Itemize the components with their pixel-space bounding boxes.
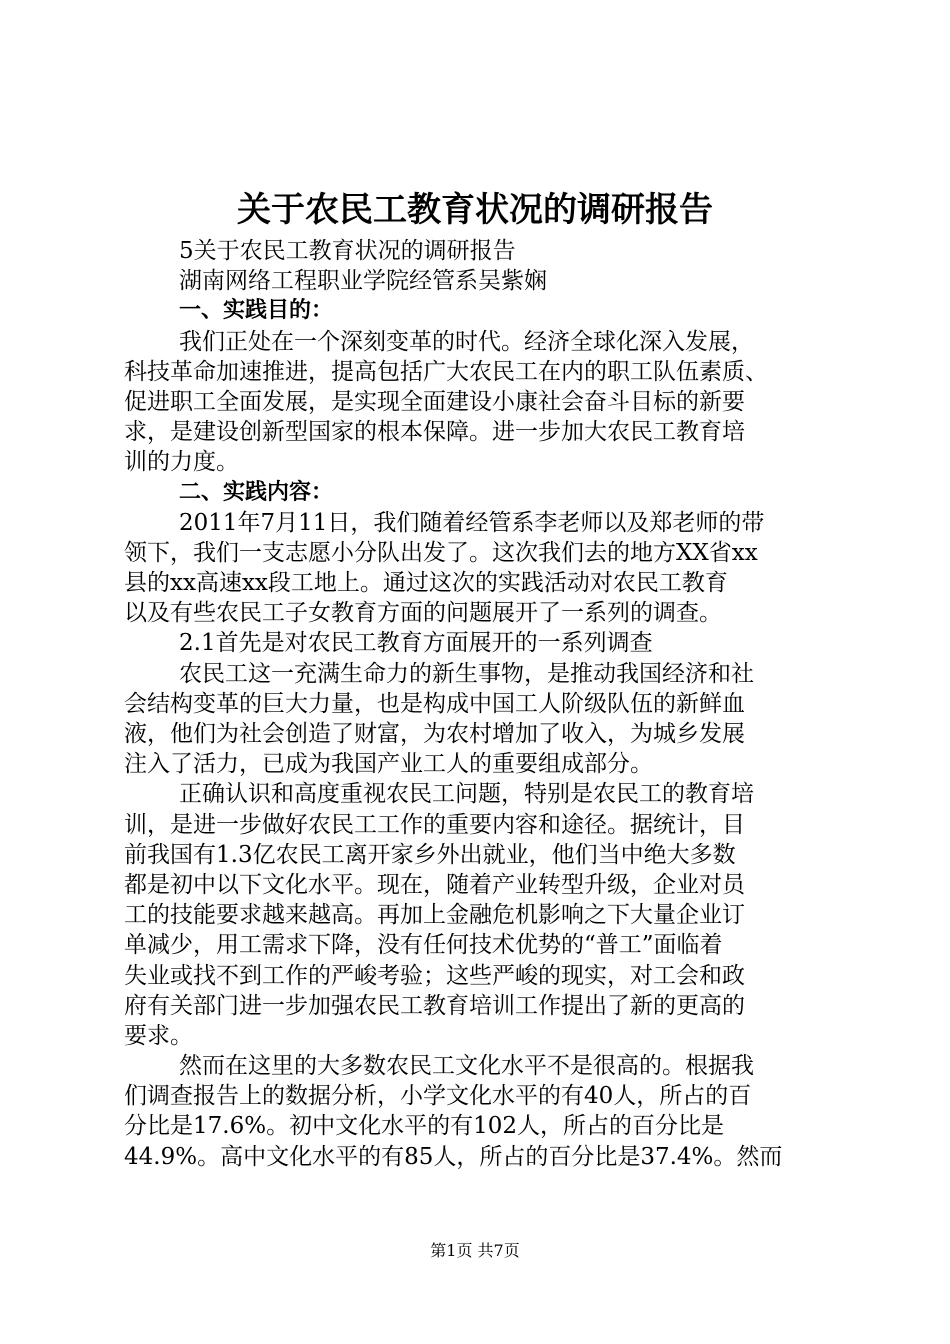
text-line: 2.1首先是对农民工教育方面展开的一系列调查 <box>179 630 653 657</box>
text-line: 2011年7月11日，我们随着经管系李老师以及郑老师的带 <box>179 509 765 536</box>
text-line: 湖南网络工程职业学院经管系吴紫娴 <box>179 268 547 295</box>
section-heading: 一、实践目的： <box>179 298 334 324</box>
page-footer: 第1页 共7页 <box>430 1241 520 1260</box>
text-line: 们调查报告上的数据分析，小学文化水平的有40人，所占的百 <box>124 1083 752 1110</box>
text-line: 正确认识和高度重视农民工问题，特别是农民工的教育培 <box>179 781 754 808</box>
text-line: 注入了活力，已成为我国产业工人的重要组成部分。 <box>124 751 653 778</box>
text-line: 我们正处在一个深刻变革的时代。经济全球化深入发展， <box>179 328 754 355</box>
document-title: 关于农民工教育状况的调研报告 <box>237 190 713 230</box>
text-line: 要求。 <box>124 1022 193 1049</box>
text-line: 科技革命加速推进，提高包括广大农民工在内的职工队伍素质、 <box>124 358 768 385</box>
text-line: 府有关部门进一步加强农民工教育培训工作提出了新的更高的 <box>124 992 745 1019</box>
text-line: 前我国有1.3亿农民工离开家乡外出就业，他们当中绝大多数 <box>124 841 736 868</box>
text-line: 县的xx高速xx段工地上。通过这次的实践活动对农民工教育 <box>124 570 728 597</box>
text-line: 以及有些农民工子女教育方面的问题展开了一系列的调查。 <box>124 600 722 627</box>
text-line: 农民工这一充满生命力的新生事物，是推动我国经济和社 <box>179 660 754 687</box>
text-line: 工的技能要求越来越高。再加上金融危机影响之下大量企业订 <box>124 902 745 929</box>
document-body <box>124 236 834 1172</box>
text-line: 分比是17.6%。初中文化水平的有102人，所占的百分比是 <box>124 1113 724 1140</box>
text-line: 然而在这里的大多数农民工文化水平不是很高的。根据我 <box>179 1053 754 1080</box>
text-line: 会结构变革的巨大力量，也是构成中国工人阶级队伍的新鲜血 <box>124 690 745 717</box>
text-line: 领下，我们一支志愿小分队出发了。这次我们去的地方XX省xx <box>124 539 758 566</box>
text-line: 单减少，用工需求下降，没有任何技术优势的“普工”面临着 <box>124 932 723 959</box>
text-line: 失业或找不到工作的严峻考验；这些严峻的现实，对工会和政 <box>124 962 745 989</box>
text-line: 5关于农民工教育状况的调研报告 <box>179 238 516 264</box>
text-line: 都是初中以下文化水平。现在，随着产业转型升级，企业对员 <box>124 871 745 898</box>
text-line: 训的力度。 <box>124 449 239 476</box>
text-line: 液，他们为社会创造了财富，为农村增加了收入，为城乡发展 <box>124 721 745 747</box>
text-line: 促进职工全面发展，是实现全面建设小康社会奋斗目标的新要 <box>124 388 745 415</box>
text-line: 44.9%。高中文化水平的有85人，所占的百分比是37.4%。然而 <box>124 1143 783 1170</box>
text-line: 训，是进一步做好农民工工作的重要内容和途径。据统计，目 <box>124 811 745 838</box>
section-heading: 二、实践内容： <box>179 479 334 505</box>
text-line: 求，是建设创新型国家的根本保障。进一步加大农民工教育培 <box>124 419 745 446</box>
